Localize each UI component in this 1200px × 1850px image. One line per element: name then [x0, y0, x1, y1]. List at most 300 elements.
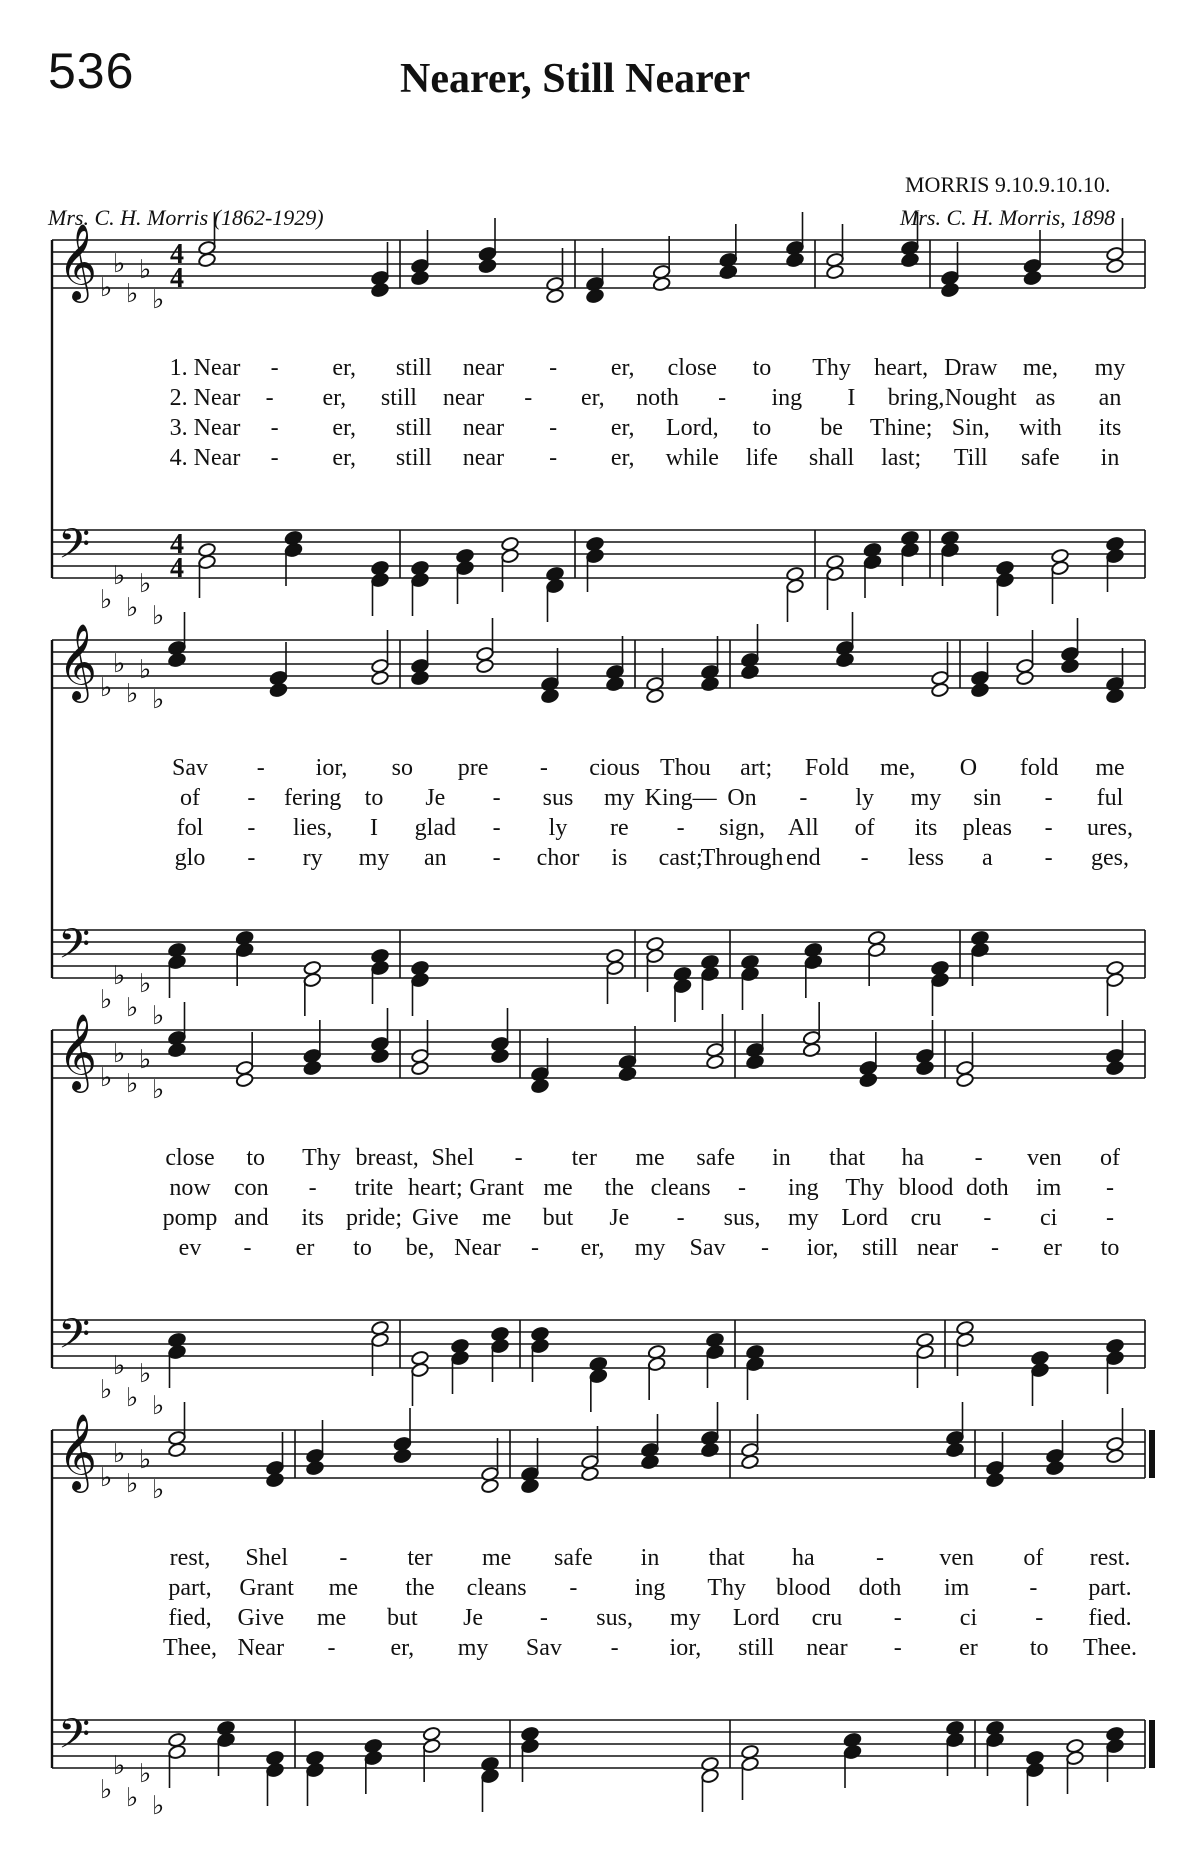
lyric-syllable: cru [811, 1605, 843, 1631]
lyric-syllable: cast; [658, 845, 703, 871]
lyric-syllable: er [295, 1235, 315, 1261]
lyric-syllable: er, [332, 445, 357, 471]
note-head [971, 942, 990, 958]
lyric-syllable: Sin, [951, 415, 990, 441]
note-head [901, 542, 920, 558]
lyric-syllable: - [492, 845, 501, 871]
lyric-syllable: with [1019, 415, 1062, 441]
lyric-line-verse-3 [0, 815, 1200, 845]
note-head [1023, 270, 1042, 286]
lyric-syllable: that [708, 1545, 745, 1571]
time-signature-denominator: 4 [170, 263, 184, 294]
lyric-syllable: Lord [841, 1205, 888, 1231]
note-head [451, 1350, 470, 1366]
note-head [501, 548, 520, 564]
lyric-syllable: me [635, 1145, 665, 1171]
note-head [168, 1744, 187, 1760]
note-head [741, 1454, 760, 1470]
lyric-syllable: me [316, 1605, 347, 1631]
note-head [1106, 1350, 1125, 1366]
flat-icon: ♭ [100, 1463, 113, 1493]
lyric-syllable: my [787, 1205, 819, 1231]
lyric-syllable: noth [636, 385, 679, 411]
note-head [478, 258, 497, 274]
note-head [422, 1738, 441, 1754]
note-head [971, 682, 990, 698]
note-head [266, 1762, 285, 1778]
lyric-syllable: my [603, 785, 635, 811]
treble-clef-icon: 𝄞 [58, 223, 98, 300]
lyric-syllable: Je [609, 1205, 630, 1231]
flat-icon: ♭ [139, 655, 152, 685]
lyric-syllable: - [247, 785, 256, 811]
note-head [859, 1072, 878, 1088]
lyric-syllable: of [854, 815, 875, 841]
lyric-syllable: Sav [689, 1235, 726, 1261]
note-head [476, 658, 495, 674]
flat-icon: ♭ [113, 1351, 126, 1381]
flat-icon: ♭ [100, 585, 113, 615]
note-head [641, 1454, 660, 1470]
lyric-syllable: - [799, 785, 808, 811]
note-head [168, 1344, 187, 1360]
flat-icon: ♭ [126, 1069, 139, 1099]
flat-icon: ♭ [126, 1783, 139, 1813]
lyric-syllable: my [910, 785, 942, 811]
note-head [521, 1738, 540, 1754]
lyric-syllable: - [974, 1145, 983, 1171]
lyric-syllable: er, [580, 1235, 605, 1261]
flat-icon: ♭ [139, 1445, 152, 1475]
lyric-line-verse-2 [0, 385, 1200, 415]
hymn-title: Nearer, Still Nearer [400, 56, 751, 102]
lyric-syllable: and [234, 1205, 269, 1231]
lyric-syllable: fol [176, 815, 204, 841]
lyric-syllable: cru [910, 1205, 942, 1231]
note-head [235, 1072, 254, 1088]
note-head [581, 1466, 600, 1482]
flat-icon: ♭ [139, 1045, 152, 1075]
lyric-syllable: blood [898, 1175, 954, 1201]
lyric-syllable: - [308, 1175, 317, 1201]
lyric-syllable: lies, [292, 815, 333, 841]
note-head [786, 252, 805, 268]
lyric-syllable: now [169, 1175, 211, 1201]
lyric-syllable: ev [178, 1235, 202, 1261]
final-barline [1149, 1720, 1155, 1768]
lyric-line-verse-4 [0, 1635, 1200, 1665]
note-head [1106, 1060, 1125, 1076]
lyric-syllable: near [462, 355, 505, 381]
lyric-syllable: while [665, 445, 719, 471]
lyric-syllable: Lord, [665, 415, 719, 441]
lyric-syllable: sign, [718, 815, 766, 841]
lyric-syllable: my [670, 1605, 701, 1631]
note-head [986, 1732, 1005, 1748]
flat-icon: ♭ [113, 961, 126, 991]
note-head [589, 1368, 608, 1384]
lyric-syllable: fied, [168, 1605, 212, 1631]
lyric-syllable: - [876, 1545, 884, 1571]
flat-icon: ♭ [113, 1439, 126, 1469]
time-signature-denominator: 4 [170, 553, 184, 584]
lyric-syllable: to [752, 415, 772, 441]
lyric-syllable: still [395, 355, 432, 381]
lyric-syllable: - [492, 815, 501, 841]
lyric-syllable: - [676, 1205, 685, 1231]
lyric-syllable: of [1023, 1545, 1044, 1571]
note-head [804, 954, 823, 970]
lyric-syllable: sus, [596, 1605, 633, 1631]
lyric-syllable: - [270, 355, 279, 381]
lyric-syllable: - [860, 845, 869, 871]
lyric-syllable: All [787, 815, 819, 841]
lyric-syllable: my [358, 845, 390, 871]
lyric-syllable: ing [634, 1575, 666, 1601]
lyric-syllable: - [247, 845, 256, 871]
lyric-line-verse-2 [0, 1575, 1200, 1605]
lyric-syllable: 4. Near [169, 445, 241, 471]
note-head [946, 1732, 965, 1748]
lyric-syllable: is [611, 845, 628, 871]
lyric-syllable: rest. [1089, 1545, 1131, 1571]
flat-icon: ♭ [126, 679, 139, 709]
note-head [836, 652, 855, 668]
lyric-line-verse-1 [0, 1545, 1200, 1575]
lyric-syllable: - [1029, 1575, 1038, 1601]
note-head [701, 966, 720, 982]
lyric-syllable: ing [787, 1175, 819, 1201]
note-head [491, 1338, 510, 1354]
flat-icon: ♭ [139, 969, 152, 999]
lyric-syllable: - [549, 415, 558, 441]
lyric-syllable: doth [858, 1575, 902, 1601]
lyric-syllable: I [370, 815, 378, 841]
note-head [996, 572, 1015, 588]
flat-icon: ♭ [100, 985, 113, 1015]
note-head [652, 276, 671, 292]
flat-icon: ♭ [113, 1039, 126, 1069]
lyric-syllable: Near [454, 1235, 501, 1261]
note-head [1026, 1762, 1045, 1778]
note-head [491, 1048, 510, 1064]
flat-icon: ♭ [113, 1751, 126, 1781]
bass-clef-icon: 𝄢 [58, 920, 91, 978]
lyric-syllable: - [256, 755, 265, 781]
note-head [586, 548, 605, 564]
lyric-syllable: Draw [944, 355, 998, 381]
note-head [701, 1442, 720, 1458]
lyric-syllable: cleans [466, 1575, 527, 1601]
lyric-syllable: of [180, 785, 200, 811]
lyric-syllable: to [353, 1235, 372, 1261]
note-head [168, 1042, 187, 1058]
note-head [1106, 1738, 1125, 1754]
lyric-syllable: less [908, 845, 944, 871]
note-head [1051, 560, 1070, 576]
note-head [916, 1060, 935, 1076]
music-credit: Mrs. C. H. Morris, 1898 [900, 205, 1116, 230]
note-head [531, 1078, 550, 1094]
lyric-syllable: - [991, 1235, 999, 1261]
lyric-syllable: ci [1039, 1205, 1058, 1231]
lyric-line-verse-2 [0, 785, 1200, 815]
bass-clef-icon: 𝄢 [58, 520, 91, 578]
lyric-syllable: be, [405, 1235, 435, 1261]
note-head [706, 1054, 725, 1070]
flat-icon: ♭ [152, 685, 165, 715]
lyric-syllable: - [492, 785, 501, 811]
note-head [481, 1478, 500, 1494]
note-head [371, 670, 390, 686]
note-head [168, 954, 187, 970]
note-head [541, 688, 560, 704]
lyric-syllable: heart, [874, 355, 929, 381]
lyric-syllable: er, [390, 1635, 415, 1661]
flat-icon: ♭ [152, 1075, 165, 1105]
lyric-syllable: - [1035, 1605, 1044, 1631]
note-head [284, 542, 303, 558]
lyric-line-verse-1 [0, 755, 1200, 785]
lyric-syllable: Thee, [163, 1635, 217, 1661]
flat-icon: ♭ [113, 649, 126, 679]
lyric-syllable: its [914, 815, 938, 841]
lyric-syllable: heart; [408, 1175, 463, 1201]
lyric-syllable: part. [1088, 1575, 1132, 1601]
lyric-syllable: but [386, 1605, 418, 1631]
lyric-syllable: ly [548, 815, 568, 841]
lyric-syllable: O [959, 755, 978, 781]
lyric-syllable: im [943, 1575, 970, 1601]
flat-icon: ♭ [152, 285, 165, 315]
lyric-syllable: Je [425, 785, 446, 811]
lyric-syllable: trite [354, 1175, 394, 1201]
note-head [1061, 658, 1080, 674]
lyric-syllable: King— [644, 785, 717, 811]
flat-icon: ♭ [152, 1791, 165, 1821]
note-head [826, 264, 845, 280]
flat-icon: ♭ [100, 673, 113, 703]
note-head [303, 1060, 322, 1076]
lyric-syllable: Near [237, 1635, 285, 1661]
lyric-syllable: pre [457, 755, 489, 781]
flat-icon: ♭ [152, 1475, 165, 1505]
note-head [826, 566, 845, 582]
lyric-syllable: - [738, 1175, 746, 1201]
lyric-syllable: close [165, 1145, 215, 1171]
lyric-syllable: Till [953, 445, 988, 471]
note-head [606, 676, 625, 692]
flat-icon: ♭ [152, 601, 165, 631]
hymn-number: 536 [48, 43, 135, 99]
note-head [741, 1756, 760, 1772]
lyric-line-verse-4 [0, 445, 1200, 475]
lyric-syllable: ter [571, 1145, 597, 1171]
lyric-syllable: er, [332, 415, 357, 441]
lyric-syllable: - [549, 355, 558, 381]
note-head [306, 1762, 325, 1778]
lyric-syllable: be [820, 415, 843, 441]
note-head [364, 1750, 383, 1766]
lyric-syllable: an [424, 845, 447, 871]
note-head [786, 578, 805, 594]
lyric-syllable: - [524, 385, 533, 411]
lyric-syllable: me [1095, 755, 1125, 781]
lyric-syllable: safe [696, 1145, 736, 1171]
note-head [843, 1744, 862, 1760]
note-head [986, 1472, 1005, 1488]
lyric-line-verse-2 [0, 1175, 1200, 1205]
lyric-syllable: near [462, 415, 505, 441]
lyric-syllable: Sav [172, 755, 208, 781]
lyric-syllable: to [1029, 1635, 1049, 1661]
note-head [371, 282, 390, 298]
note-head [1106, 1448, 1125, 1464]
note-head [266, 1472, 285, 1488]
note-head [901, 252, 920, 268]
lyric-syllable: end [786, 845, 821, 871]
lyric-syllable: near [442, 385, 485, 411]
note-head [741, 966, 760, 982]
lyric-line-verse-1 [0, 355, 1200, 385]
note-head [673, 978, 692, 994]
lyric-syllable: Shel [245, 1545, 288, 1571]
lyric-syllable: - [327, 1635, 336, 1661]
lyric-syllable: 3. Near [169, 415, 241, 441]
lyric-syllable: life [745, 445, 778, 471]
note-head [1016, 670, 1035, 686]
lyric-syllable: near [916, 1235, 959, 1261]
lyric-syllable: - [569, 1575, 578, 1601]
lyric-syllable: - [983, 1205, 992, 1231]
note-head [586, 288, 605, 304]
note-head [646, 688, 665, 704]
lyric-syllable: ing [771, 385, 803, 411]
lyric-syllable: - [1044, 785, 1053, 811]
lyric-syllable: er, [610, 355, 635, 381]
lyric-syllable: pride; [346, 1205, 402, 1231]
lyric-syllable: to [752, 355, 772, 381]
lyric-syllable: still [861, 1235, 899, 1261]
lyric-syllable: er, [322, 385, 347, 411]
lyric-syllable: - [893, 1635, 902, 1661]
lyric-syllable: my [457, 1635, 489, 1661]
lyric-syllable: ha [901, 1145, 925, 1171]
note-head [269, 682, 288, 698]
flat-icon: ♭ [139, 569, 152, 599]
treble-clef-icon: 𝄞 [58, 1013, 98, 1090]
lyric-syllable: me, [1022, 355, 1059, 381]
note-head [956, 1072, 975, 1088]
treble-clef-icon: 𝄞 [58, 1413, 98, 1490]
lyric-syllable: - [1044, 815, 1053, 841]
lyric-syllable: fold [1019, 755, 1059, 781]
lyric-syllable: near [462, 445, 505, 471]
note-head [618, 1066, 637, 1082]
note-head [411, 572, 430, 588]
lyric-syllable: glad [414, 815, 456, 841]
lyric-syllable: - [265, 385, 274, 411]
note-head [546, 288, 565, 304]
lyric-syllable: - [676, 815, 685, 841]
lyric-syllable: Thine; [869, 415, 933, 441]
bass-clef-icon: 𝄢 [58, 1310, 91, 1368]
note-head [411, 1060, 430, 1076]
lyric-syllable: Shel [431, 1145, 475, 1171]
lyric-syllable: Sav [525, 1635, 562, 1661]
lyric-syllable: in [1100, 445, 1120, 471]
lyric-syllable: er, [332, 355, 357, 381]
note-head [646, 948, 665, 964]
lyric-syllable: that [829, 1145, 866, 1171]
lyric-syllable: Nought [944, 385, 1017, 411]
lyric-syllable: to [1100, 1235, 1120, 1261]
lyric-syllable: er [1043, 1235, 1062, 1261]
lyric-syllable: sus, [723, 1205, 761, 1231]
flat-icon: ♭ [152, 1391, 165, 1421]
note-head [198, 554, 217, 570]
lyric-syllable: cleans [650, 1175, 711, 1201]
note-head [956, 1332, 975, 1348]
note-head [863, 554, 882, 570]
treble-clef-icon: 𝄞 [58, 623, 98, 700]
note-head [168, 652, 187, 668]
lyric-syllable: blood [775, 1575, 831, 1601]
lyric-syllable: still [380, 385, 417, 411]
lyric-syllable: - [610, 1635, 619, 1661]
lyric-syllable: I [847, 385, 856, 411]
tune-name: MORRIS 9.10.9.10.10. [905, 172, 1111, 197]
lyric-line-verse-3 [0, 1205, 1200, 1235]
note-head [941, 542, 960, 558]
flat-icon: ♭ [139, 255, 152, 285]
note-head [706, 1344, 725, 1360]
lyric-syllable: Grant [239, 1575, 294, 1601]
lyric-syllable: cious [589, 755, 640, 781]
note-head [393, 1448, 412, 1464]
note-head [1031, 1362, 1050, 1378]
lyric-line-verse-4 [0, 845, 1200, 875]
lyric-syllable: Je [463, 1605, 484, 1631]
lyric-syllable: me, [880, 755, 916, 781]
flat-icon: ♭ [126, 1469, 139, 1499]
lyric-syllable: close [667, 355, 717, 381]
lyric-syllable: still [738, 1635, 775, 1661]
note-head [306, 1460, 325, 1476]
lyric-syllable: glo [174, 845, 206, 871]
note-head [741, 664, 760, 680]
flat-icon: ♭ [126, 593, 139, 623]
lyric-syllable: ha [792, 1545, 815, 1571]
note-head [802, 1042, 821, 1058]
lyric-syllable: to [364, 785, 384, 811]
lyric-syllable: fied. [1088, 1605, 1132, 1631]
lyric-syllable: a [982, 845, 993, 871]
note-head [701, 1768, 720, 1784]
note-head [1066, 1750, 1085, 1766]
flat-icon: ♭ [126, 279, 139, 309]
words-credit: Mrs. C. H. Morris (1862-1929) [48, 205, 324, 230]
lyric-syllable: part, [168, 1575, 212, 1601]
lyric-syllable: ven [1026, 1145, 1062, 1171]
lyric-syllable: doth [965, 1175, 1009, 1201]
lyric-syllable: its [1098, 415, 1122, 441]
note-head [867, 942, 886, 958]
lyric-syllable: Thou [660, 755, 711, 781]
lyric-syllable: 1. Near [169, 355, 241, 381]
lyric-syllable: Thy [845, 1175, 884, 1201]
lyric-syllable: still [395, 415, 432, 441]
